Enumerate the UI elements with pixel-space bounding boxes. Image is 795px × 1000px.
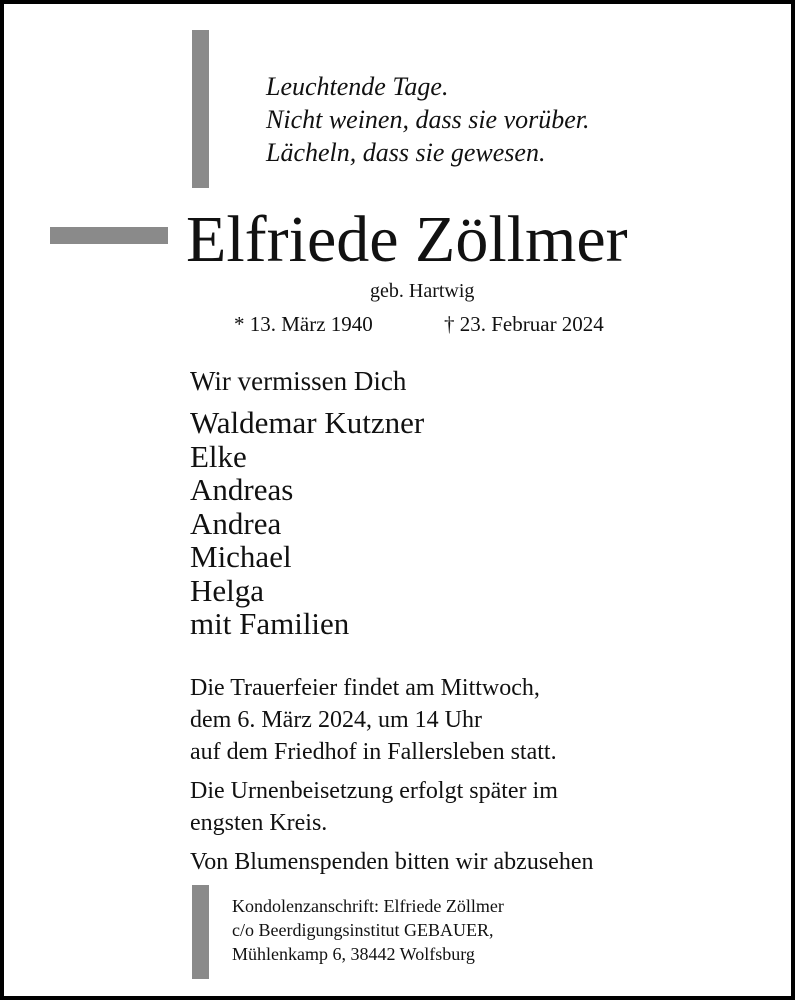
mourner: mit Familien [190,606,350,641]
deceased-name: Elfriede Zöllmer [186,203,628,276]
funeral-line: Die Trauerfeier findet am Mittwoch, [190,675,540,701]
funeral-line: auf dem Friedhof in Fallersleben statt. [190,739,557,765]
cross-horizontal-bar [50,227,168,244]
cross-vertical-bar [192,30,209,188]
birth-date: * 13. März 1940 [234,312,373,336]
poem-line: Lächeln, dass sie gewesen. [266,138,546,167]
address-line: Kondolenzanschrift: Elfriede Zöllmer [232,896,504,916]
address-line: c/o Beerdigungsinstitut GEBAUER, [232,920,494,940]
mourner: Waldemar Kutzner [190,405,425,440]
spacer [190,839,593,846]
mourner: Elke [190,438,247,474]
mourner: Helga [190,572,265,608]
spacer [190,768,593,775]
born-name: geb. Hartwig [370,280,475,302]
poem-line: Nicht weinen, dass sie vorüber. [266,105,590,134]
urn-line: engsten Kreis. [190,810,328,836]
address-line: Mühlenkamp 6, 38442 Wolfsburg [232,944,475,964]
life-dates [234,310,644,338]
funeral-info [190,672,593,878]
flowers-note: Von Blumenspenden bitten wir abzusehen [190,849,594,875]
message: Wir vermissen Dich [190,366,407,396]
mourners-list [190,406,424,641]
poem [266,70,590,169]
urn-line: Die Urnenbeisetzung erfolgt später im [190,778,558,804]
death-date: † 23. Februar 2024 [444,312,604,336]
mourner: Andrea [190,505,282,541]
funeral-line: dem 6. März 2024, um 14 Uhr [190,707,482,733]
mourner: Michael [190,539,292,574]
mourner: Andreas [190,472,294,507]
address-bar [192,885,209,979]
condolence-address [232,894,504,966]
poem-line: Leuchtende Tage. [266,72,449,101]
